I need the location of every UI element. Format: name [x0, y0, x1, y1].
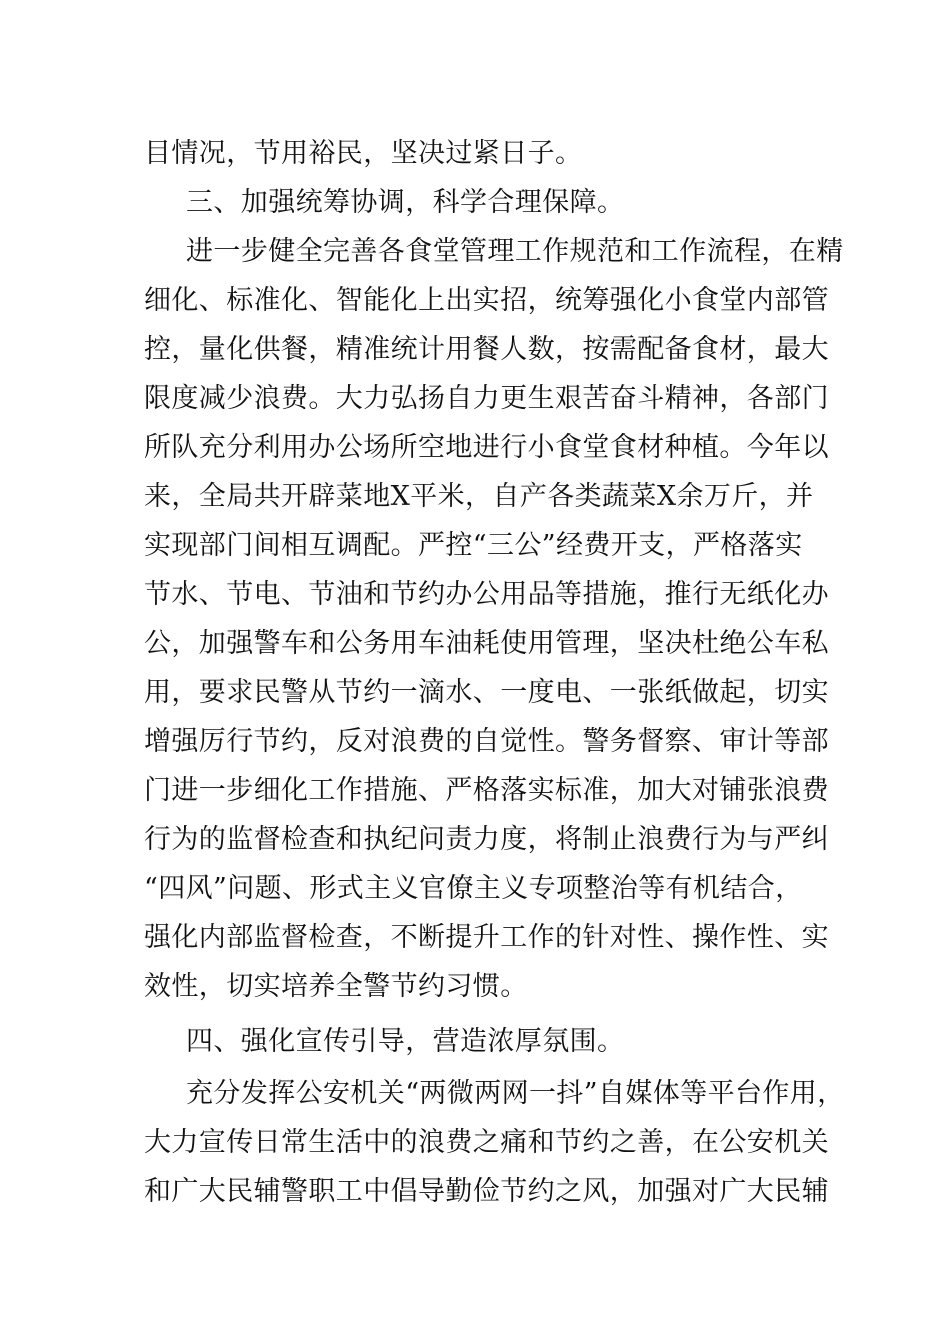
text-line: 强化内部监督检查，不断提升工作的针对性、操作性、实 — [144, 922, 829, 953]
text-line: 进一步健全完善各食堂管理工作规范和工作流程，在精 — [186, 236, 844, 267]
text-line: 充分发挥公安机关“两微两网一抖”自媒体等平台作用， — [186, 1078, 845, 1109]
text-line: 限度减少浪费。大力弘扬自力更生艰苦奋斗精神，各部门 — [144, 383, 829, 414]
text-line: 实现部门间相互调配。严控“三公”经费开支，严格落实 — [144, 530, 803, 561]
text-line: 所队充分利用办公场所空地进行小食堂食材种植。今年以 — [144, 432, 829, 463]
text-line: 用，要求民警从节约一滴水、一度电、一张纸做起，切实 — [144, 677, 829, 708]
text-line: 细化、标准化、智能化上出实招，统筹强化小食堂内部管 — [144, 285, 829, 316]
text-line: “四风”问题、形式主义官僚主义专项整治等有机结合， — [144, 873, 803, 904]
text-line: 增强厉行节约，反对浪费的自觉性。警务督察、审计等部 — [144, 726, 829, 757]
text-line: 来，全局共开辟菜地X平米，自产各类蔬菜X余万斤，并 — [144, 481, 814, 512]
text-line: 目情况，节用裕民，坚决过紧日子。 — [144, 138, 583, 169]
text-line: 行为的监督检查和执纪问责力度，将制止浪费行为与严纠 — [144, 824, 829, 855]
text-line: 控，量化供餐，精准统计用餐人数，按需配备食材，最大 — [144, 334, 829, 365]
text-line: 和广大民辅警职工中倡导勤俭节约之风，加强对广大民辅 — [144, 1176, 829, 1207]
text-line: 节水、节电、节油和节约办公用品等措施，推行无纸化办 — [144, 579, 829, 610]
text-line: 大力宣传日常生活中的浪费之痛和节约之善，在公安机关 — [144, 1127, 829, 1158]
text-line: 门进一步细化工作措施、严格落实标准，加大对铺张浪费 — [144, 775, 829, 806]
text-line: 公，加强警车和公务用车油耗使用管理，坚决杜绝公车私 — [144, 628, 829, 659]
section-heading: 四、强化宣传引导，营造浓厚氛围。 — [186, 1026, 625, 1057]
text-line: 效性，切实培养全警节约习惯。 — [144, 971, 528, 1002]
section-heading: 三、加强统筹协调，科学合理保障。 — [186, 187, 625, 218]
